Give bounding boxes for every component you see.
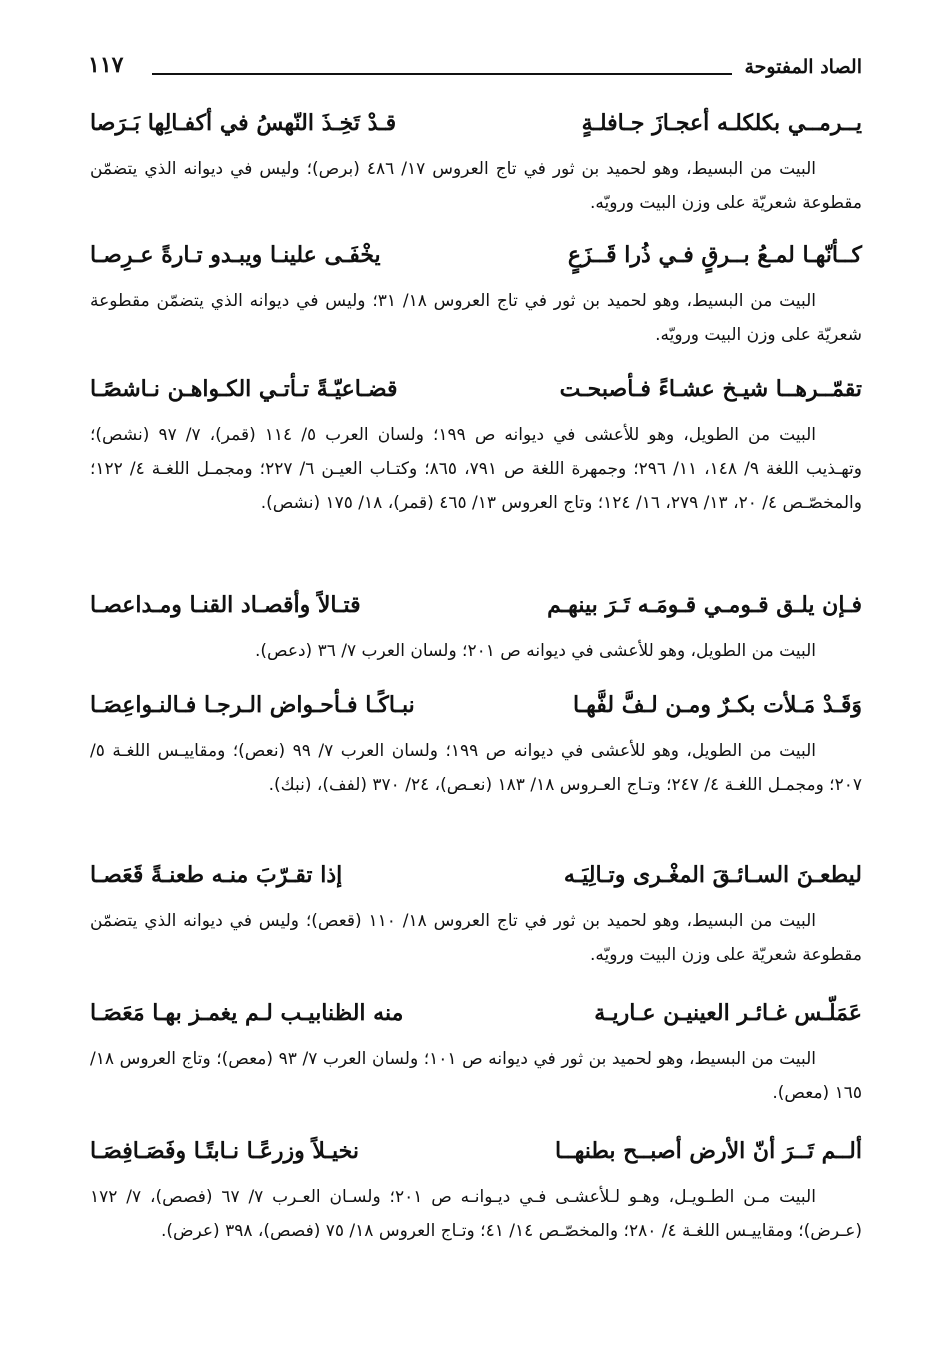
poetry-entry — [90, 1000, 862, 1110]
poetry-entry — [90, 692, 862, 802]
second-hemistich: قـدْ تَخِـذَ النّهسُ في أكفـالِها بَـرَصا — [90, 110, 397, 136]
first-hemistich: عَمَلّـس غـائـر العينيـن عـاريـة — [594, 1000, 862, 1026]
verse-line — [90, 692, 862, 732]
second-hemistich: قضـاعيّـةً تـأتـي الكـواهـن نـاشصًـا — [90, 376, 398, 402]
verse-note: البيت مـن الطـويـل، وهـو لـلأعشـى فـي ديـوانـه ص ٢٠١؛ ولسـان العـرب ٧/ ٦٧ (فصص)، ٧/ ١٧٢ (عـرض)؛ ومقاييـس اللغـة ٤/ ٢٨٠؛ والمخصّـص ١٤/ ٤١؛ وتـاج العروس ١٨/ ٧٥ (فصص)، ٣٩٨ (عرض). — [90, 1187, 862, 1241]
verse-note: البيت من البسيط، وهو لحميد بن ثور في ديوانه ص ١٠١؛ ولسان العرب ٧/ ٩٣ (معص)؛ وتاج العروس ١٨/ ١٦٥ (معص). — [90, 1049, 862, 1103]
verse-line — [90, 1138, 862, 1178]
chapter-title: الصاد المفتوحة — [744, 56, 862, 78]
first-hemistich: تقمّــرهــا شيـخ عشـاءً فـأصبحـت — [559, 376, 862, 402]
verse-line — [90, 242, 862, 282]
second-hemistich: نبـاكًـا فـأحـواض الـرجـا فـالنـواعِصَـا — [90, 692, 415, 718]
poetry-entry — [90, 376, 862, 520]
second-hemistich: إذا تقـرّبَ منـه طعنـةً قَعَصـا — [90, 862, 343, 888]
second-hemistich: يخْفَـى علينـا ويبـدو تـارةً عـرِصـا — [90, 242, 381, 268]
poetry-entry — [90, 1138, 862, 1248]
verse-note: البيت من البسيط، وهو لحميد بن ثور في تاج العروس ١٨/ ٣١؛ وليس في ديوانه الذي يتضمّن مقطوعة شعريّة على وزن البيت ورويّه. — [90, 291, 862, 345]
poetry-entry — [90, 862, 862, 972]
second-hemistich: قتـالاً وأقصـاد القنـا ومـداعصـا — [90, 592, 361, 618]
verse-note: البيت من البسيط، وهو لحميد بن ثور في تاج العروس ١٨/ ١١٠ (قعص)؛ وليس في ديوانه الذي يتضمّن مقطوعة شعريّة على وزن البيت ورويّه. — [90, 911, 862, 965]
verse-line — [90, 376, 862, 416]
verse-note: البيت من الطويل، وهو للأعشى في ديوانه ص ١٩٩؛ ولسان العرب ٧/ ٩٩ (نعص)؛ ومقاييـس اللغـة ٥/ ٢٠٧؛ ومجمـل اللغـة ٤/ ٢٤٧؛ وتـاج العـروس ١٨/ ١٨٣ (نعـص)، ٢٤/ ٣٧٠ (لفف)، (نبك). — [90, 741, 862, 795]
first-hemistich: ألــم تَــرَ أنّ الأرض أصبــح بطنهــا — [554, 1138, 862, 1164]
verse-line — [90, 862, 862, 902]
verse-line — [90, 592, 862, 632]
poetry-entry — [90, 242, 862, 352]
first-hemistich: يــرمــي بكلكلـه أعجـازَ جـافلـةٍ — [581, 110, 862, 136]
poetry-entry — [90, 592, 862, 668]
first-hemistich: ليطعـنَ السـائـقَ المغْـرى وتـالِيَـه — [563, 862, 862, 888]
verse-note: البيت من الطويل، وهو للأعشى في ديوانه ص ١٩٩؛ ولسان العرب ٥/ ١١٤ (قمر)، ٧/ ٩٧ (نشص)؛ وتهـذيب اللغة ٩/ ١٤٨، ١١/ ٢٩٦؛ وجمهرة اللغة ص ٧٩١، ٨٦٥؛ وكتـاب العيـن ٦/ ٢٢٧؛ ومجمـل اللغـة ٤/ ١٢٢؛ والمخصّـص ٤/ ٢٠، ١٣/ ٢٧٩، ١٦/ ١٢٤؛ وتاج العروس ١٣/ ٤٦٥ (قمر)، ١٨/ ١٧٥ (نشص). — [90, 425, 863, 513]
running-header — [88, 52, 862, 86]
verse-note: البيت من الطويل، وهو للأعشى في ديوانه ص ٢٠١؛ ولسان العرب ٧/ ٣٦ (دعص). — [254, 641, 816, 661]
first-hemistich: وَقَـدْ مَـلأت بكـرٌ ومـن لـفَّ لفَّهـا — [573, 692, 862, 718]
second-hemistich: منه الظنابيـب لـم يغمـز بهـا مَعَصَـا — [90, 1000, 404, 1026]
verse-line — [90, 1000, 862, 1040]
second-hemistich: نخيـلاً وزرعًـا نـابتًـا وفَصَـافِصَـا — [90, 1138, 359, 1164]
header-rule — [152, 73, 732, 75]
verse-line — [90, 110, 862, 150]
verse-note: البيت من البسيط، وهو لحميد بن ثور في تاج العروس ١٧/ ٤٨٦ (برص)؛ وليس في ديوانه الذي يتضمّن مقطوعة شعريّة على وزن البيت ورويّه. — [90, 159, 862, 213]
first-hemistich: كــأنّهـا لمـعُ بــرقٍ فـي ذُرا قَــزَعٍ — [567, 242, 862, 268]
first-hemistich: فـإن يلـق قـومـي قـومَـه تَـرَ بينهـم — [547, 592, 862, 618]
page-number: ١١٧ — [88, 52, 124, 78]
poetry-entry — [90, 110, 862, 220]
